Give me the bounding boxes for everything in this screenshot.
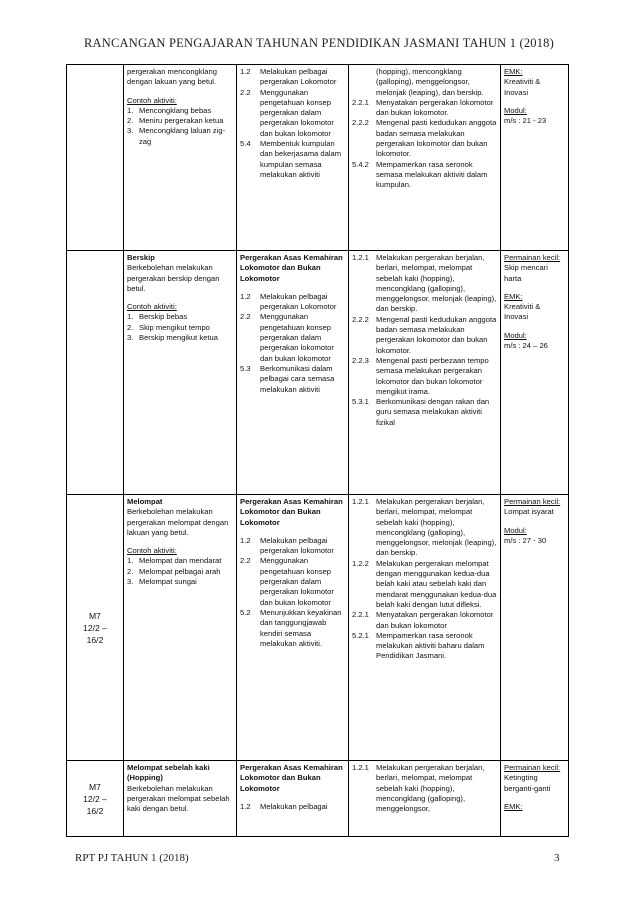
activity-number: 1.: [127, 105, 134, 115]
activity-item: [127, 312, 233, 322]
standard-item: [240, 608, 345, 649]
standard-number: 1.2: [240, 801, 251, 811]
topic-description: Berkebolehan melakukan pergerakan berskip dengan betul.: [127, 263, 220, 293]
standard-title: Pergerakan Asas Kemahiran Lokomotor dan Bukan Lokomotor: [240, 763, 343, 793]
learning-number: 2.2.1: [352, 97, 369, 107]
note-line: Permainan kecil:: [504, 253, 561, 262]
activity-item: [127, 556, 233, 566]
standard-item: [240, 88, 345, 139]
week-cell: [67, 65, 124, 251]
activity-number: 2.: [127, 116, 134, 126]
activity-heading: Contoh aktiviti:: [127, 546, 177, 556]
spacer: [240, 794, 345, 802]
footer-label: RPT PJ TAHUN 1 (2018): [75, 852, 189, 864]
note-line: [504, 323, 565, 331]
topic-cell: [124, 65, 237, 251]
note-line: Lompat isyarat: [504, 507, 554, 517]
learning-item: [352, 118, 497, 159]
standard-cell: [237, 65, 349, 251]
learning-number: 5.2.1: [352, 630, 369, 640]
activity-text: Melompat dan mendarat: [139, 556, 222, 566]
activity-number: 3.: [127, 333, 134, 343]
topic-title: Melompat: [127, 497, 163, 506]
table-row: [67, 65, 569, 251]
note-line: EMK:: [504, 801, 523, 811]
learning-number: 1.2.1: [352, 763, 369, 772]
spacer: [240, 284, 345, 292]
learning-text: Mempamerkan rasa seronok semasa melakukan aktiviti dalam kumpulan.: [376, 159, 488, 190]
standard-item: [240, 536, 345, 557]
learning-item: [352, 763, 497, 814]
note-line: [504, 284, 565, 292]
note-line: [504, 98, 565, 106]
note-line: [504, 794, 565, 802]
activity-text: Melompat pelbagai arah: [139, 566, 221, 576]
learning-item: [352, 356, 497, 397]
learning-text: Melakukan pergerakan berjalan, berlari, melompat, melompat sebelah kaki (hopping), mencongklang (galloping), menggelongsor,: [376, 763, 485, 814]
activity-text: Skip mengikut tempo: [139, 322, 210, 332]
learning-text: Melakukan pergerakan berjalan, berlari, melompat, melompat sebelah kaki (hopping), mencongklang (galloping), menggelongsor, melonjak (leaping), dan berskip.: [376, 497, 497, 558]
notes-cell: [501, 761, 569, 837]
standard-number: 5.3: [240, 363, 251, 373]
learning-number: 1.2.1: [352, 253, 369, 262]
topic-cell: [124, 251, 237, 495]
note-line: Kreativiti & Inovasi: [504, 77, 541, 97]
week-label: M7 12/2 – 16/2: [83, 781, 107, 816]
learning-number: 2.2.3: [352, 355, 369, 365]
standard-number: 2.2: [240, 556, 251, 566]
note-line: [504, 518, 565, 526]
standard-cell: [237, 761, 349, 837]
activity-heading: Contoh aktiviti:: [127, 95, 177, 105]
learning-item: [352, 98, 497, 119]
note-line: Modul:: [504, 525, 527, 535]
learning-text: Mengenal pasti perbezaan tempo semasa melakukan pergerakan lokomotor dan bukan lokomotor mengikut irama.: [376, 355, 489, 396]
standard-title: Pergerakan Asas Kemahiran Lokomotor dan Bukan Lokomotor: [240, 253, 343, 283]
activity-number: 3.: [127, 577, 134, 587]
spacer: [240, 528, 345, 536]
learning-text: Mengenal pasti kedudukan anggota badan semasa melakukan pergerakan lokomotor dan bukan lokomotor.: [376, 118, 497, 159]
note-line: Permainan kecil:: [504, 497, 561, 506]
standard-cell: [237, 251, 349, 495]
learning-item: [352, 397, 497, 428]
learning-item: [352, 315, 497, 356]
week-label: M7 12/2 – 16/2: [83, 610, 107, 645]
learning-text: Menyatakan pergerakan lokomotor dan bukan lokomotor: [376, 610, 494, 630]
spacer: [127, 294, 233, 302]
standard-number: 1.2: [240, 291, 251, 301]
week-cell: [67, 251, 124, 495]
note-line: Modul:: [504, 105, 527, 115]
standard-text: Menggunakan pengetahuan konsep pergerakan dalam pergerakan lokomotor dan bukan lokomotor: [260, 312, 334, 363]
activity-item: [127, 116, 233, 126]
spacer: [127, 538, 233, 546]
learning-item: [352, 610, 497, 631]
document-title: RANCANGAN PENGAJARAN TAHUNAN PENDIDIKAN JASMANI TAHUN 1 (2018): [83, 36, 554, 50]
learning-cell: [349, 761, 501, 837]
activity-text: Meniru pergerakan ketua: [139, 116, 224, 126]
note-line: m/s : 24 – 26: [504, 341, 548, 351]
spacer: [127, 88, 233, 96]
activity-item: [127, 333, 233, 343]
activity-number: 1.: [127, 312, 134, 322]
learning-number: [352, 67, 376, 98]
standard-number: 1.2: [240, 67, 251, 76]
activity-item: [127, 567, 233, 577]
activity-text: Mencongklang laluan zig-zag: [139, 126, 226, 146]
note-line: Ketingting berganti-ganti: [504, 773, 551, 793]
note-line: Permainan kecil:: [504, 763, 561, 772]
page-number: 3: [554, 852, 560, 864]
standard-text: Menggunakan pengetahuan konsep pergerakan dalam pergerakan lokomotor dan bukan lokomotor: [260, 87, 334, 138]
standard-item: [240, 556, 345, 607]
learning-text: Mengenal pasti kedudukan anggota badan semasa melakukan pergerakan lokomotor dan bukan lokomotor.: [376, 314, 497, 355]
activity-text: Melompat sungai: [139, 577, 197, 587]
notes-cell: [501, 65, 569, 251]
standard-text: Melakukan pelbagai pergerakan Lokomotor: [260, 67, 337, 87]
learning-number: 2.2.2: [352, 118, 369, 128]
activity-item: [127, 323, 233, 333]
topic-description: pergerakan mencongklang dengan lakuan yang betul.: [127, 67, 217, 87]
learning-number: 5.4.2: [352, 159, 369, 169]
learning-number: 2.2.1: [352, 610, 369, 620]
standard-number: 2.2: [240, 312, 251, 322]
note-line: Kreativiti & Inovasi: [504, 302, 541, 322]
notes-cell: [501, 251, 569, 495]
activity-text: Mencongklang bebas: [139, 105, 212, 115]
standard-item: [240, 292, 345, 313]
table-row: [67, 495, 569, 761]
activity-item: [127, 106, 233, 116]
learning-cell: [349, 495, 501, 761]
note-line: Modul:: [504, 330, 527, 340]
activity-item: [127, 577, 233, 587]
standard-text: Membentuk kumpulan dan bekerjasama dalam kumpulan semasa melakukan aktiviti: [260, 139, 342, 179]
standard-text: Berkomunikasi dalam pelbagai cara semasa melakukan aktiviti: [260, 363, 335, 394]
learning-text: Berkomunikasi dengan rakan dan guru semasa melakukan aktiviti fizikal: [376, 397, 490, 427]
learning-item: [352, 160, 497, 191]
learning-number: 5.3.1: [352, 397, 369, 407]
learning-item: [352, 67, 497, 98]
standard-number: 1.2: [240, 535, 251, 545]
standard-item: [240, 67, 345, 88]
learning-cell: [349, 65, 501, 251]
learning-number: 1.2.1: [352, 497, 369, 506]
learning-item: [352, 253, 497, 315]
rpt-table: [66, 64, 569, 837]
standard-title: Pergerakan Asas Kemahiran Lokomotor dan Bukan Lokomotor: [240, 497, 343, 527]
topic-cell: [124, 761, 237, 837]
topic-description: Berkebolehan melakukan pergerakan melompat dengan lakuan yang betul.: [127, 507, 229, 537]
note-line: m/s : 27 - 30: [504, 535, 547, 545]
topic-cell: [124, 495, 237, 761]
table-row: [67, 251, 569, 495]
standard-cell: [237, 495, 349, 761]
activity-heading: Contoh aktiviti:: [127, 302, 177, 312]
topic-description: Berkebolehan melakukan pergerakan melompat sebelah kaki dengan betul.: [127, 783, 230, 814]
activity-number: 1.: [127, 556, 134, 566]
standard-number: 2.2: [240, 87, 251, 97]
learning-text: Mempamerkan rasa seronok melakukan aktiviti baharu dalam Pendidikan Jasmani.: [376, 630, 485, 661]
activity-item: [127, 126, 233, 147]
note-line: EMK:: [504, 291, 523, 301]
standard-text: Menunjukkan keyakinan dan tanggungjawab kendiri semasa melakukan aktiviti.: [260, 607, 342, 648]
standard-number: 5.4: [240, 139, 251, 149]
learning-text: Menyatakan pergerakan lokomotor dan bukan lokomotor.: [376, 97, 494, 118]
learning-item: [352, 559, 497, 610]
standard-text: Melakukan pelbagai pergerakan Lokomotor: [260, 291, 337, 312]
week-cell: [67, 761, 124, 837]
table-body: [67, 65, 569, 837]
standard-text: Melakukan pelbagai: [260, 801, 328, 811]
table-row: [67, 761, 569, 837]
activity-text: Berskip bebas: [139, 312, 188, 322]
standard-item: [240, 139, 345, 180]
standard-item: [240, 364, 345, 395]
learning-number: 1.2.2: [352, 558, 369, 568]
standard-item: [240, 802, 345, 812]
learning-text: (hopping), mencongklang (galloping), menggelongsor, melonjak (leaping), dan berskip.: [376, 67, 484, 97]
note-line: m/s : 21 - 23: [504, 116, 547, 126]
activity-text: Berskip mengikut ketua: [139, 333, 218, 343]
topic-title: Melompat sebelah kaki (Hopping): [127, 763, 210, 783]
learning-cell: [349, 251, 501, 495]
learning-item: [352, 497, 497, 559]
standard-text: Melakukan pelbagai pergerakan lokomotor: [260, 535, 334, 556]
standard-text: Menggunakan pengetahuan konsep pergerakan dalam pergerakan lokomotor dan bukan lokomotor: [260, 556, 334, 607]
note-line: Skip mencari harta: [504, 263, 548, 283]
learning-item: [352, 631, 497, 662]
learning-number: 2.2.2: [352, 314, 369, 324]
week-cell: [67, 495, 124, 761]
standard-item: [240, 312, 345, 363]
note-line: EMK:: [504, 67, 523, 76]
topic-title: Berskip: [127, 253, 155, 262]
standard-number: 5.2: [240, 607, 251, 617]
learning-text: Melakukan pergerakan berjalan, berlari, melompat, melompat sebelah kaki (hopping), mencongklang (galloping), menggelongsor, melonjak (leaping), dan berskip.: [376, 253, 497, 314]
learning-text: Melakukan pergerakan melompat dengan menggunakan kedua-dua belah kaki atau sebelah kaki dan mendarat menggunakan kedua-dua belah kaki dengan lutut difleksi.: [376, 558, 497, 609]
activity-number: 2.: [127, 566, 134, 576]
activity-number: 2.: [127, 322, 134, 332]
activity-number: 3.: [127, 126, 134, 136]
notes-cell: [501, 495, 569, 761]
